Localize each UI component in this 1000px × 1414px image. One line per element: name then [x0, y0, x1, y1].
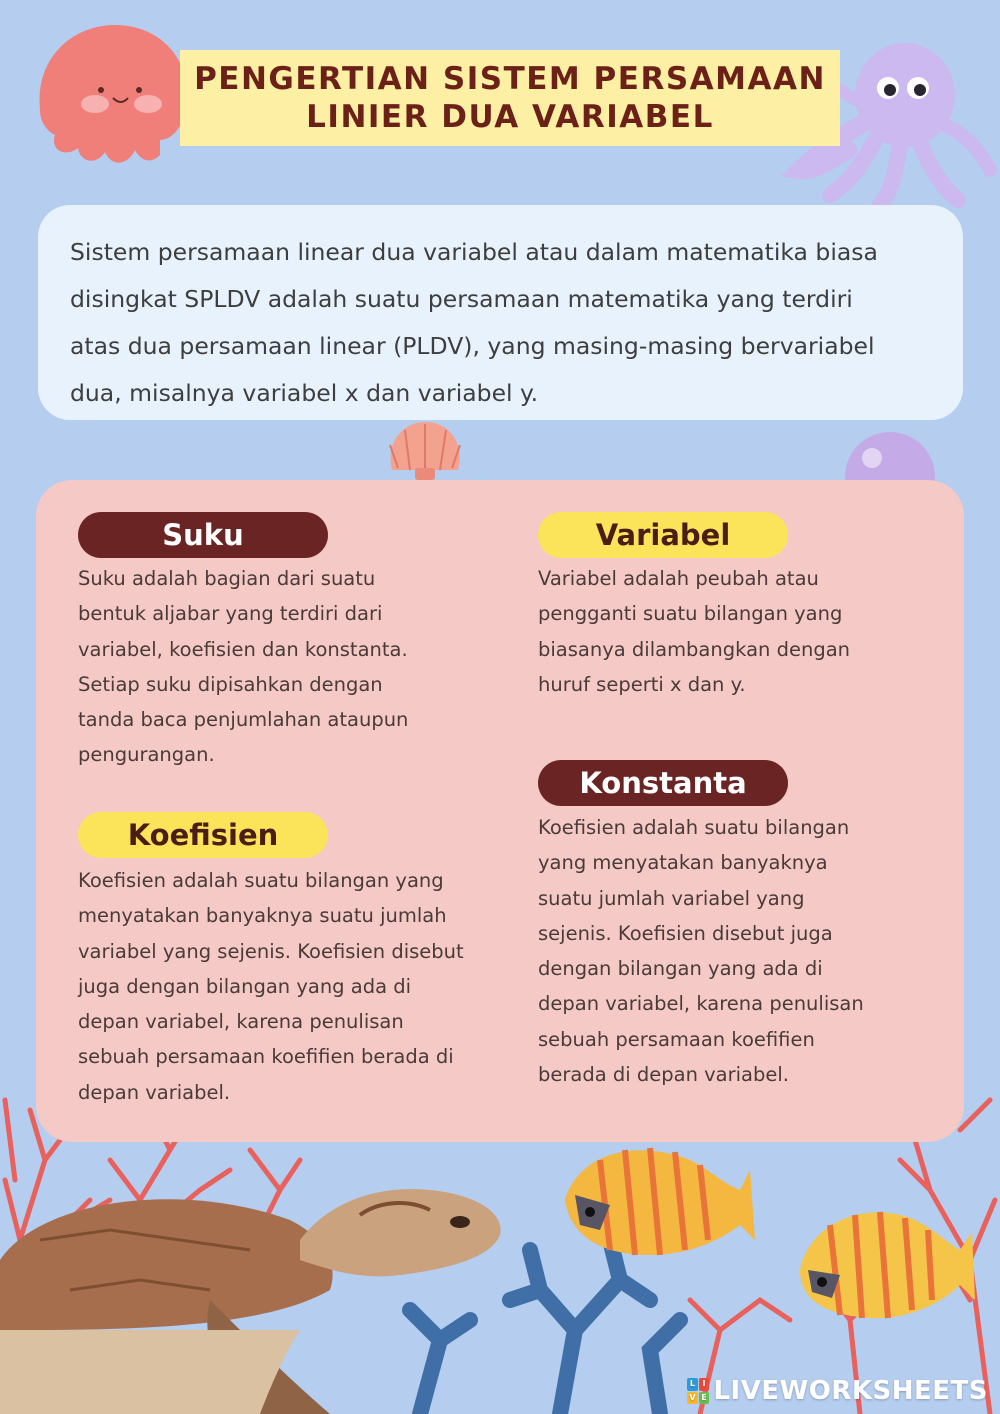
scallop-shell-icon: [390, 422, 460, 480]
suku-line: bentuk aljabar yang terdiri dari: [78, 602, 383, 626]
logo-letter: I: [699, 1378, 710, 1391]
koefisien-line: depan variabel.: [78, 1080, 231, 1104]
suku-line: Suku adalah bagian dari suatu: [78, 567, 376, 590]
liveworksheets-text: LIVEWORKSHEETS: [713, 1376, 988, 1406]
koefisien-line: variabel yang sejenis. Koefisien disebut: [78, 939, 464, 963]
liveworksheets-logo-icon: [687, 1378, 709, 1404]
logo-letter: V: [687, 1392, 698, 1405]
variabel-line: biasanya dilambangkan dengan: [538, 637, 850, 661]
logo-letter: L: [687, 1378, 698, 1391]
konstanta-line: suatu jumlah variabel yang: [538, 886, 805, 910]
suku-heading-label: Suku: [162, 518, 244, 552]
konstanta-heading: [538, 760, 788, 806]
suku-heading: [78, 512, 328, 558]
intro-line: atas dua persamaan linear (PLDV), yang masing-masing bervariabel: [70, 332, 875, 360]
blue-coral-icon: [410, 1240, 680, 1414]
konstanta-line: dengan bilangan yang ada di: [538, 957, 823, 981]
variabel-line: huruf seperti x dan y.: [538, 672, 746, 696]
title-banner: [180, 50, 840, 146]
logo-letter: E: [699, 1392, 710, 1405]
butterfly-fish-icon: [565, 1148, 755, 1255]
suku-line: variabel, koefisien dan konstanta.: [78, 637, 408, 661]
butterfly-fish-icon: [800, 1212, 975, 1318]
page-title-line-2: LINIER DUA VARIABEL: [306, 99, 714, 135]
koefisien-line: juga dengan bilangan yang ada di: [78, 974, 412, 998]
intro-line: dua, misalnya variabel x dan variabel y.: [70, 379, 539, 407]
suku-line: pengurangan.: [78, 743, 215, 767]
koefisien-line: Koefisien adalah suatu bilangan yang: [78, 869, 444, 892]
intro-line: disingkat SPLDV adalah suatu persamaan matematika yang terdiri: [70, 285, 853, 313]
konstanta-line: Koefisien adalah suatu bilangan: [538, 816, 850, 839]
konstanta-line: sejenis. Koefisien disebut juga: [538, 921, 833, 945]
koefisien-line: depan variabel, karena penulisan: [78, 1010, 404, 1034]
konstanta-line: depan variabel, karena penulisan: [538, 992, 864, 1016]
variabel-line: pengganti suatu bilangan yang: [538, 602, 843, 626]
koefisien-heading-label: Koefisien: [127, 818, 279, 852]
koefisien-line: menyatakan banyaknya suatu jumlah: [78, 904, 447, 928]
variabel-heading-label: Variabel: [595, 518, 731, 552]
suku-definition: [78, 561, 498, 773]
variabel-heading: [538, 512, 788, 558]
konstanta-heading-label: Konstanta: [579, 766, 747, 800]
suku-line: Setiap suku dipisahkan dengan: [78, 672, 383, 696]
liveworksheets-watermark[interactable]: [687, 1376, 988, 1406]
konstanta-line: berada di depan variabel.: [538, 1063, 789, 1087]
variabel-line: Variabel adalah peubah atau: [538, 567, 819, 590]
koefisien-definition: [78, 863, 518, 1110]
intro-box: [38, 205, 963, 420]
konstanta-line: sebuah persamaan koefifien: [538, 1027, 815, 1051]
page-title-line-1: PENGERTIAN SISTEM PERSAMAAN: [194, 61, 826, 97]
konstanta-definition: [538, 810, 938, 1092]
koefisien-heading: [78, 812, 328, 858]
intro-line: Sistem persamaan linear dua variabel atau dalam matematika biasa: [70, 238, 878, 266]
konstanta-line: yang menyatakan banyaknya: [538, 851, 828, 875]
variabel-definition: [538, 561, 938, 702]
suku-line: tanda baca penjumlahan ataupun: [78, 708, 409, 732]
koefisien-line: sebuah persamaan koefifien berada di: [78, 1045, 454, 1069]
jellyfish-icon: [40, 25, 187, 163]
